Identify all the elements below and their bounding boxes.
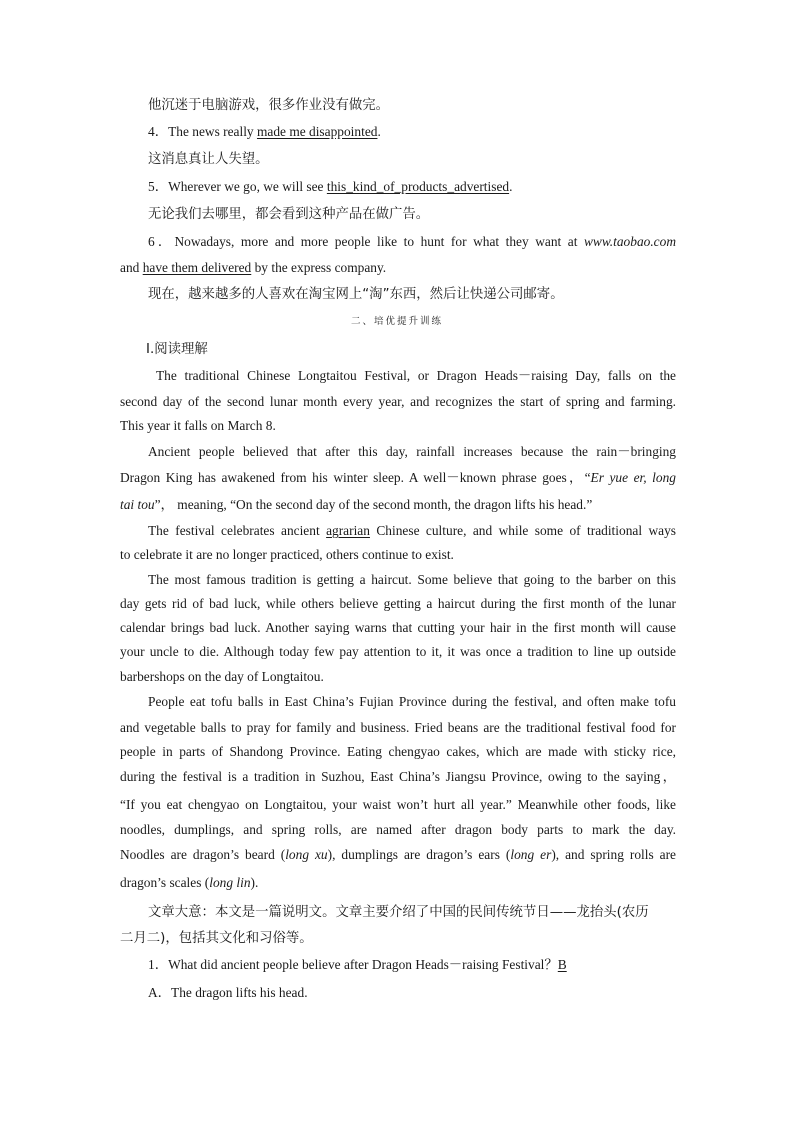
passage-p1-line-3: This year it falls on March 8. (120, 418, 276, 433)
url-text: www.taobao.com (583, 234, 676, 249)
answer-fill: made me disappointed (256, 124, 378, 139)
exercise-text: Wherever we go, we will see (168, 179, 327, 194)
answer-letter: B (557, 957, 567, 972)
exercise-4: 4．The news really made me disappointed. (148, 124, 381, 139)
passage-p3-line-2: to celebrate it are no longer practiced, others continue to exist. (120, 547, 454, 562)
passage-p5-line-5: “If you eat chengyao on Longtaitou, your waist won’t hurt all year.” Meanwhile other foods, like (120, 797, 676, 812)
passage-p4-line-5: barbershops on the day of Longtaitou. (120, 669, 324, 684)
exercise-text: Nowadays, more and more people like to hunt for what they want at (174, 234, 584, 249)
passage-p5-line-1: People eat tofu balls in East China’s Fujian Province during the festival, and often make tofu (148, 694, 676, 709)
passage-p1-line-2: second day of the second lunar month every year, and recognizes the start of spring and farming. (120, 394, 676, 409)
passage-p3-line-1: The festival celebrates ancient agrarian Chinese culture, and while some of traditional ways (148, 523, 676, 538)
option-a: A．The dragon lifts his head. (148, 985, 308, 1000)
passage-p5-line-7: Noodles are dragon’s beard (long xu), dumplings are dragon’s ears (long er), and spring rolls are (120, 847, 676, 862)
passage-p4-line-3: calendar brings bad luck. Another saying warns that cutting your hair in the first month will cause (120, 620, 676, 635)
passage-p4-line-1: The most famous tradition is getting a haircut. Some believe that going to the barber on this (148, 572, 676, 587)
exercise-5: 5．Wherever we go, we will see this_kind_of_products_advertised. (148, 179, 513, 194)
answer-fill: this_kind_of_products_advertised (326, 179, 510, 194)
exercise-number: 5． (148, 179, 169, 194)
passage-p5-line-4: during the festival is a tradition in Suzhou, East China’s Jiangsu Province, owing to the saying， (120, 769, 676, 784)
translation-line-3: 他沉迷于电脑游戏，很多作业没有做完。 (148, 98, 390, 113)
summary-line-2: 二月二)，包括其文化和习俗等。 (120, 931, 313, 946)
translation-line-4: 这消息真让人失望。 (148, 152, 269, 167)
answer-fill: have them delivered (142, 260, 252, 275)
exercise-number: 6． (148, 234, 175, 249)
question-1: 1．What did ancient people believe after Dragon Heads－raising Festival？B (148, 957, 567, 972)
passage-p1-line-1: The traditional Chinese Longtaitou Festival, or Dragon Heads－raising Day, falls on the (156, 368, 676, 383)
summary-line-1: 文章大意：本文是一篇说明文。文章主要介绍了中国的民间传统节日——龙抬头(农历 (148, 905, 649, 920)
translation-line-6: 现在，越来越多的人喜欢在淘宝网上“淘”东西，然后让快递公司邮寄。 (148, 287, 564, 302)
passage-p4-line-2: day gets rid of bad luck, while others believe getting a haircut during the first month of the lunar (120, 596, 676, 611)
passage-p4-line-4: your uncle to die. Although today few pay attention to it, it was once a tradition to line up outside (120, 644, 676, 659)
passage-p5-line-3: people in parts of Shandong Province. Eating chengyao cakes, which are made with sticky rice, (120, 744, 676, 759)
passage-p5-line-6: noodles, dumplings, and spring rolls, are named after dragon body parts to mark the day. (120, 822, 676, 837)
exercise-text: The news really (168, 124, 257, 139)
exercise-6-line-2: and have them delivered by the express company. (120, 260, 387, 275)
part-label: Ⅰ.阅读理解 (146, 342, 208, 357)
passage-p2-line-2: Dragon King has awakened from his winter sleep. A well－known phrase goes，“Er yue er, long (120, 470, 676, 485)
vocab-word: agrarian (326, 523, 370, 538)
passage-p5-line-2: and vegetable balls to pray for family and business. Fried beans are the traditional festival food for (120, 720, 676, 735)
passage-p2-line-1: Ancient people believed that after this day, rainfall increases because the rain－bringing (148, 444, 676, 459)
translation-line-5: 无论我们去哪里，都会看到这种产品在做广告。 (148, 207, 430, 222)
exercise-number: 4． (148, 124, 169, 139)
passage-p2-line-3: tai tou”， meaning, “On the second day of the second month, the dragon lifts his head.” (120, 497, 593, 512)
passage-p5-line-8: dragon’s scales (long lin). (120, 875, 259, 890)
exercise-6-line-1 (148, 233, 676, 251)
section-title: 二、培优提升训练 (350, 316, 443, 327)
